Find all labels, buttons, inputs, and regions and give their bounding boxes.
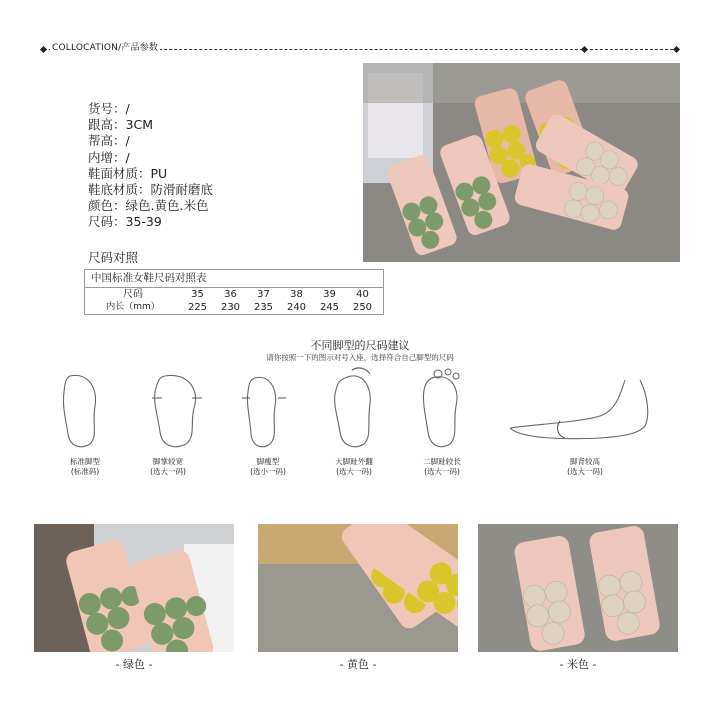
size-cell: 37 [257, 289, 270, 300]
spec-item: 鞋底材质：防滑耐磨底 [88, 182, 214, 198]
spec-item: 尺码：35-39 [88, 214, 162, 230]
size-cell: 36 [224, 289, 237, 300]
foot-guide-title: 不同脚型的尺码建议 [310, 339, 410, 352]
product-photo-group [363, 63, 680, 262]
foot-type-wide: 脚掌较宽 (选大一码) [150, 457, 186, 476]
size-table [84, 269, 384, 315]
length-cell: 225 [187, 302, 208, 313]
color-caption-beige: - 米色 - [559, 658, 597, 671]
length-cell: 230 [220, 302, 241, 313]
foot-wide-icon [155, 375, 196, 446]
spec-item: 鞋面材质：PU [88, 165, 168, 181]
size-table-caption: 中国标准女鞋尺码对照表 [85, 270, 383, 288]
table-row-length: 内长（mm） 225 230 235 240 245 250 [85, 301, 383, 314]
photo-beige [478, 524, 678, 652]
foot-type-high-instep: 脚背较高 (选大一码) [567, 457, 603, 476]
section-title: COLLOCATION/产品参数 [50, 40, 160, 53]
foot-outlines [40, 366, 680, 456]
size-heading: 尺码对照 [88, 250, 139, 265]
foot-standard-icon [63, 375, 95, 446]
foot-type-standard: 标准脚型 (标准码) [70, 457, 100, 476]
length-cell: 250 [352, 302, 373, 313]
size-cell: 39 [323, 289, 336, 300]
size-cell: 38 [290, 289, 303, 300]
color-caption-green: - 绿色 - [115, 658, 153, 671]
foot-second-toe-icon [423, 377, 457, 447]
length-cell: 245 [319, 302, 340, 313]
photo-yellow [258, 524, 458, 652]
spec-item: 跟高：3CM [88, 117, 153, 133]
foot-slim-icon [247, 377, 275, 446]
foot-guide-subtitle: 请你按照一下的图示对号入座，选择符合自己脚型的尺码 [266, 353, 454, 362]
spec-item: 颜色：绿色.黄色.米色 [88, 198, 209, 214]
foot-type-bunion: 大脚趾外翻 (选大一码) [335, 457, 373, 476]
table-row-size: 尺码 35 36 37 38 39 40 [85, 288, 383, 301]
foot-high-instep-icon [510, 380, 648, 439]
foot-type-second-toe: 二脚趾较长 (选大一码) [423, 457, 461, 476]
rule-dot-left [40, 46, 47, 53]
rule-dot-right1 [581, 46, 588, 53]
size-cell: 40 [356, 289, 369, 300]
foot-type-slim: 脚瘦型 (选小一码) [250, 457, 286, 476]
photo-green [34, 524, 234, 652]
spec-list [88, 101, 213, 231]
color-caption-yellow: - 黄色 - [339, 658, 377, 671]
spec-item: 帮高：/ [88, 133, 130, 149]
spec-item: 货号：/ [88, 101, 130, 116]
rule-dot-right2 [673, 46, 680, 53]
spec-item: 内增：/ [88, 149, 130, 165]
length-cell: 240 [286, 302, 307, 313]
size-cell: 35 [191, 289, 204, 300]
length-cell: 235 [253, 302, 274, 313]
foot-bunion-icon [335, 376, 371, 447]
